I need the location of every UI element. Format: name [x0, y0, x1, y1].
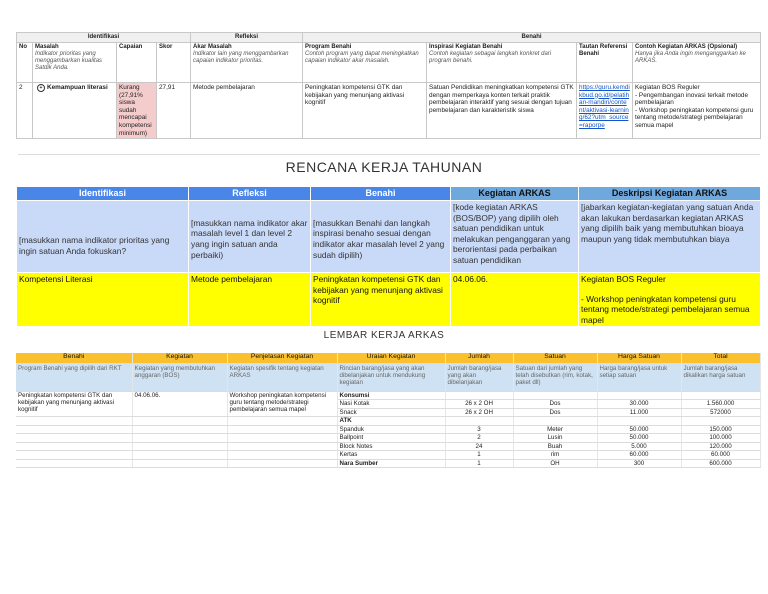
- rkt-desc-identifikasi: [masukkan nama indikator prioritas yang ingin satuan Anda fokuskan?: [17, 201, 189, 273]
- arkas-sub-satuan: Satuan dari jumlah yang telah disebutkan (rim, kotak, paket dll): [513, 363, 597, 391]
- arkas-empty-cell: [227, 417, 337, 426]
- arkas-item-total: [681, 417, 760, 426]
- arkas-item-satuan: [513, 391, 597, 400]
- rkt-header-benahi: Benahi: [311, 187, 451, 201]
- arkas-sub-uraian: Rincian barang/jasa yang akan dibelanjakan untuk mendukung kegiatan: [337, 363, 445, 391]
- arkas-item-uraian: Block Notes: [337, 442, 445, 451]
- row-capaian: Kurang (27,91% siswa sudah mencapai kompetensi minimum): [117, 83, 157, 139]
- rkt-title: RENCANA KERJA TAHUNAN: [285, 159, 483, 175]
- arkas-item-satuan: Dos: [513, 408, 597, 417]
- arkas-sub-total: Jumlah barang/jasa dikalikan harga satuan: [681, 363, 760, 391]
- rkt-row-deskripsi-line-2: - Workshop peningkatan kompetensi guru tentang metode/strategi pembelajaran semua mapel: [581, 293, 750, 325]
- arkas-header-satuan: Satuan: [513, 353, 597, 363]
- arkas-header-jumlah: Jumlah: [445, 353, 513, 363]
- arkas-item-jumlah: [445, 417, 513, 426]
- rkt-row-identifikasi: Kompetensi Literasi: [17, 273, 189, 327]
- identifikasi-table: [16, 32, 761, 139]
- group-header-identifikasi: Identifikasi: [17, 33, 191, 43]
- table-row: [16, 442, 760, 451]
- arkas-item-uraian: Konsumsi: [337, 391, 445, 400]
- arkas-penjelasan: Workshop peningkatan kompetensi guru tentang metode/strategi pembelajaran semua mapel: [227, 391, 337, 417]
- rkt-header-kegiatan: Kegiatan ARKAS: [451, 187, 579, 201]
- arkas-empty-cell: [16, 451, 132, 460]
- arkas-item-harga: 50.000: [597, 434, 681, 443]
- rkt-header-deskripsi: Deskripsi Kegiatan ARKAS: [579, 187, 761, 201]
- rkt-desc-kegiatan: [kode kegiatan ARKAS (BOS/BOP) yang dipilih oleh satuan pendidikan untuk melakukan penganggaran yang berorientasi pada perbaikan satuan pendidikan: [451, 201, 579, 273]
- arkas-item-uraian: Kertas: [337, 451, 445, 460]
- arkas-item-satuan: Dos: [513, 400, 597, 409]
- rkt-row-deskripsi: [579, 273, 761, 327]
- arkas-sub-benahi: Program Benahi yang dipilih dari RKT: [16, 363, 132, 391]
- arkas-empty-cell: [227, 451, 337, 460]
- arkas-header-harga: Harga Satuan: [597, 353, 681, 363]
- arkas-item-uraian: Nara Sumber: [337, 459, 445, 468]
- arkas-item-harga: [597, 417, 681, 426]
- arkas-item-satuan: OH: [513, 459, 597, 468]
- arkas-item-harga: 60.000: [597, 451, 681, 460]
- arkas-header-kegiatan: Kegiatan: [132, 353, 227, 363]
- arkas-empty-cell: [16, 417, 132, 426]
- arkas-empty-cell: [227, 442, 337, 451]
- row-contoh: Kegiatan BOS Reguler - Pengembangan inovasi terkait metode pembelajaran - Workshop peningkatan kompetensi guru tentang metode/strategi pembelajaran semua mapel: [633, 83, 761, 139]
- arkas-header-benahi: Benahi: [16, 353, 132, 363]
- arkas-item-jumlah: 2: [445, 434, 513, 443]
- arkas-item-jumlah: 24: [445, 442, 513, 451]
- arkas-empty-cell: [132, 442, 227, 451]
- arkas-item-jumlah: 26 x 2 OH: [445, 400, 513, 409]
- rkt-desc-benahi: [masukkan Benahi dan langkah inspirasi benaho sesuai dengan indikator akar masalah level 2 yang sudah dipilih): [311, 201, 451, 273]
- arkas-item-harga: [597, 391, 681, 400]
- table-row: [16, 459, 760, 468]
- row-masalah: + Kemampuan literasi: [33, 83, 117, 139]
- table-row: [16, 434, 760, 443]
- arkas-empty-cell: [132, 417, 227, 426]
- col-akar-masalah: Akar Masalah Indikator lain yang menggambarkan capaian indikator prioritas.: [191, 43, 303, 83]
- group-header-refleksi: Refleksi: [191, 33, 303, 43]
- arkas-empty-cell: [132, 451, 227, 460]
- arkas-item-harga: 30.000: [597, 400, 681, 409]
- arkas-item-jumlah: [445, 391, 513, 400]
- arkas-table: [16, 353, 761, 468]
- arkas-empty-cell: [16, 442, 132, 451]
- arkas-item-satuan: [513, 417, 597, 426]
- arkas-item-satuan: Buah: [513, 442, 597, 451]
- arkas-sub-kegiatan: Kegiatan yang membutuhkan anggaran (BOS): [132, 363, 227, 391]
- rkt-row-benahi: Peningkatan kompetensi GTK dan kebijakan yang menunjang aktivasi kognitif: [311, 273, 451, 327]
- arkas-item-satuan: Meter: [513, 425, 597, 434]
- arkas-header-uraian: Uraian Kegiatan: [337, 353, 445, 363]
- section-divider: [18, 154, 760, 155]
- arkas-sub-harga: Harga barang/jasa untuk setiap satuan: [597, 363, 681, 391]
- arkas-item-total: 120.000: [681, 442, 760, 451]
- arkas-kegiatan: 04.06.06.: [132, 391, 227, 417]
- arkas-empty-cell: [132, 459, 227, 468]
- row-akar: Metode pembelajaran: [191, 83, 303, 139]
- arkas-empty-cell: [132, 434, 227, 443]
- rkt-row-kegiatan: 04.06.06.: [451, 273, 579, 327]
- arkas-sub-penjelasan: Kegiatan spesifik tentang kegiatan ARKAS: [227, 363, 337, 391]
- arkas-title: LEMBAR KERJA ARKAS: [323, 330, 445, 341]
- table-row: [16, 451, 760, 460]
- arkas-empty-cell: [16, 459, 132, 468]
- arkas-header-total: Total: [681, 353, 760, 363]
- arkas-empty-cell: [227, 459, 337, 468]
- col-program-benahi: Program Benahi Contoh program yang dapat meningkatkan capaian indikator akar masalah.: [303, 43, 427, 83]
- col-inspirasi: Inspirasi Kegiatan Benahi Contoh kegiatan sebagai langkah konkret dari program benahi.: [427, 43, 577, 83]
- arkas-program: Peningkatan kompetensi GTK dan kebijakan yang menunjang aktivasi kognitif: [16, 391, 132, 417]
- rkt-row-refleksi: Metode pembelajaran: [189, 273, 311, 327]
- arkas-item-harga: 11.000: [597, 408, 681, 417]
- arkas-empty-cell: [132, 425, 227, 434]
- arkas-item-jumlah: 1: [445, 459, 513, 468]
- col-masalah: Masalah Indikator prioritas yang menggambarkan kualitas Satdik Anda.: [33, 43, 117, 83]
- table-row: [16, 417, 760, 426]
- arkas-item-total: [681, 391, 760, 400]
- row-program: Peningkatan kompetensi GTK dan kebijakan yang menunjang aktivasi kognitif: [303, 83, 427, 139]
- arkas-item-total: 572000: [681, 408, 760, 417]
- arkas-item-uraian: Snack: [337, 408, 445, 417]
- col-contoh-arkas: Contoh Kegiatan ARKAS (Opsional) Hanya jika Anda ingin menganggarkan ke ARKAS.: [633, 43, 761, 83]
- rkt-header-identifikasi: Identifikasi: [17, 187, 189, 201]
- group-header-benahi: Benahi: [303, 33, 761, 43]
- arkas-item-satuan: rim: [513, 451, 597, 460]
- col-capaian: Capaian: [117, 43, 157, 83]
- table-row: [17, 83, 761, 139]
- rkt-row-deskripsi-line-1: Kegiatan BOS Reguler: [581, 274, 666, 284]
- row-inspirasi: Satuan Pendidikan meningkatkan kompetensi GTK dengan memperkaya konten terkait praktik pembelajaran interaktif yang sesuai dengan tujuan pembelajaran dan karakteristik siswa: [427, 83, 577, 139]
- arkas-item-total: 600.000: [681, 459, 760, 468]
- row-skor: 27,91: [157, 83, 191, 139]
- arkas-item-total: 60.000: [681, 451, 760, 460]
- arkas-item-harga: 5.000: [597, 442, 681, 451]
- arkas-empty-cell: [227, 434, 337, 443]
- rkt-table: [16, 186, 761, 327]
- arkas-item-uraian: ATK: [337, 417, 445, 426]
- col-tautan: Tautan Referensi Benahi: [577, 43, 633, 83]
- add-circle-icon[interactable]: +: [37, 84, 45, 92]
- arkas-item-uraian: Ballpoint: [337, 434, 445, 443]
- arkas-item-uraian: Spanduk: [337, 425, 445, 434]
- arkas-item-jumlah: 1: [445, 451, 513, 460]
- arkas-empty-cell: [16, 425, 132, 434]
- arkas-item-harga: 50.000: [597, 425, 681, 434]
- rkt-header-refleksi: Refleksi: [189, 187, 311, 201]
- table-row: [16, 391, 760, 400]
- col-no: No: [17, 43, 33, 83]
- rkt-desc-refleksi: [masukkan nama indikator akar masalah level 1 dan level 2 yang ingin satuan anda perbaiki): [189, 201, 311, 273]
- col-skor: Skor: [157, 43, 191, 83]
- arkas-item-uraian: Nasi Kotak: [337, 400, 445, 409]
- row-no: 2: [17, 83, 33, 139]
- row-tautan-link[interactable]: https://guru.kemdikbud.go.id/pelatihan-mandiri/content/aktivasi-learning/62?utm_source=raporpe: [577, 83, 633, 139]
- arkas-item-satuan: Lusin: [513, 434, 597, 443]
- arkas-item-total: 1.560.000: [681, 400, 760, 409]
- arkas-empty-cell: [227, 425, 337, 434]
- rkt-desc-deskripsi: [jabarkan kegiatan-kegiatan yang satuan Anda akan lakukan berdasarkan kegiatan ARKAS yang dipilih baik yang membutuhkan bioaya maupun yang tidak membutuhkan biaya: [579, 201, 761, 273]
- arkas-sub-jumlah: Jumlah barang/jasa yang akan dibelanjakan: [445, 363, 513, 391]
- arkas-item-jumlah: 3: [445, 425, 513, 434]
- arkas-item-total: 150.000: [681, 425, 760, 434]
- table-row: [17, 273, 761, 327]
- arkas-header-penjelasan: Penjelasan Kegiatan: [227, 353, 337, 363]
- arkas-item-jumlah: 26 x 2 OH: [445, 408, 513, 417]
- arkas-item-total: 100.000: [681, 434, 760, 443]
- arkas-item-harga: 300: [597, 459, 681, 468]
- arkas-empty-cell: [16, 434, 132, 443]
- table-row: [16, 425, 760, 434]
